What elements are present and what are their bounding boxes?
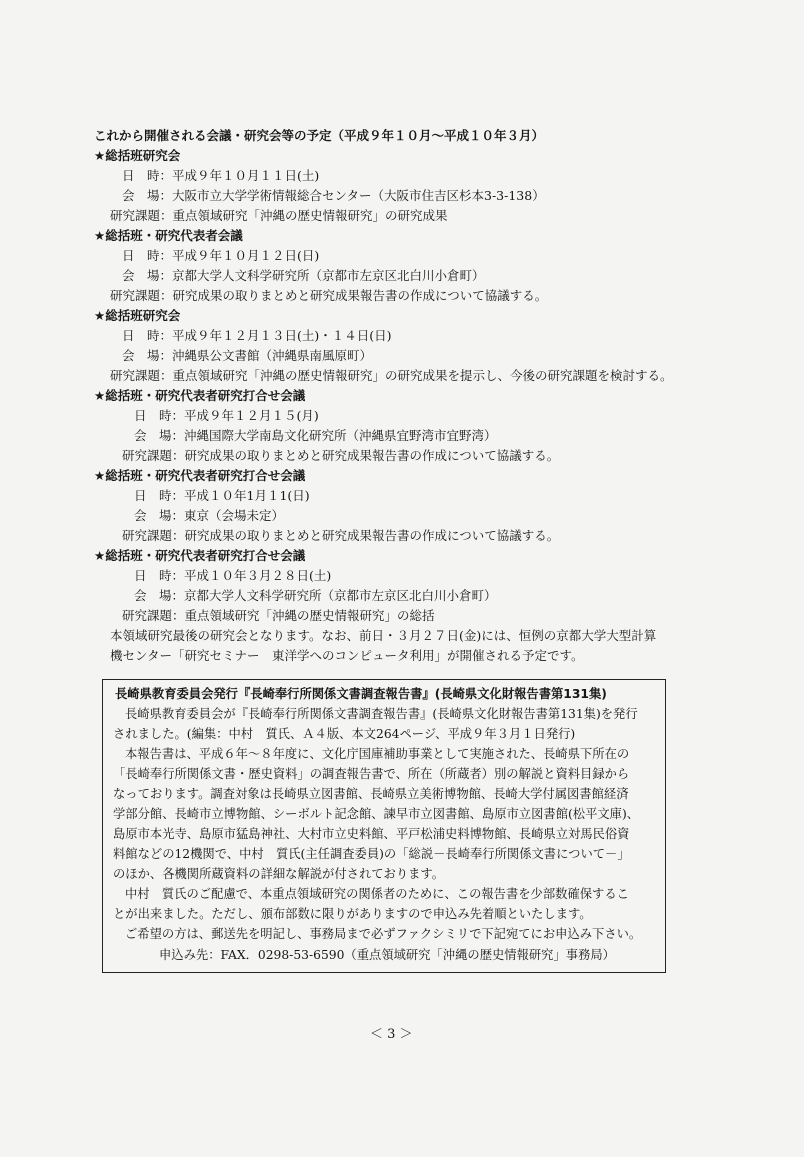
notice-contact: 申込み先：FAX．0298-53-6590（重点領域研究「沖縄の歴史情報研究」事務局）	[159, 948, 615, 962]
schedule-title: これから開催される会議・研究会等の予定（平成９年１０月～平成１０年３月）	[94, 128, 545, 143]
event-date: 日 時：平成９年１２月１５(月)	[134, 408, 319, 423]
notice-line: されました。(編集：中村 質氏、Ａ４版、本文264ページ、平成９年３月１日発行)	[113, 727, 576, 741]
event-venue: 会 場：京都大学人文科学研究所（京都市左京区北白川小倉町）	[134, 588, 497, 603]
event-topic: 研究課題：重点領域研究「沖縄の歴史情報研究」の研究成果	[110, 208, 448, 223]
notice-line: 「長崎奉行所関係文書・歴史資料」の調査報告書で、所在（所蔵者）別の解説と資料目録から	[113, 767, 630, 781]
event-topic: 研究課題：研究成果の取りまとめと研究成果報告書の作成について協議する。	[110, 288, 548, 303]
event-heading: ★総括班・研究代表者研究打合せ会議	[94, 548, 306, 563]
notice-line: のほか、各機関所蔵資料の詳細な解説が付されております。	[113, 867, 445, 881]
event-heading: ★総括班研究会	[94, 308, 181, 323]
event-venue: 会 場：京都大学人文科学研究所（京都市左京区北白川小倉町）	[122, 268, 485, 283]
event-heading: ★総括班・研究代表者研究打合せ会議	[94, 468, 306, 483]
event-venue: 会 場：沖縄国際大学南島文化研究所（沖縄県宜野湾市宜野湾）	[134, 428, 497, 443]
event-date: 日 時：平成９年１２月１３日(土)・１４日(日)	[122, 328, 392, 343]
event-date: 日 時：平成１０年３月２８日(土)	[134, 568, 332, 583]
notice-line: ご希望の方は、郵送先を明記し、事務局まで必ずファクシミリで下記宛てにお申込み下さい。	[125, 927, 642, 941]
notice-line: 料館などの12機関で、中村 質氏(主任調査委員)の「総説－長崎奉行所関係文書について－」	[113, 847, 630, 861]
event-date: 日 時：平成９年１０月１１日(土)	[122, 168, 320, 183]
notice-heading: 長崎県教育委員会発行『長崎奉行所関係文書調査報告書』(長崎県文化財報告書第131集)	[115, 687, 607, 701]
notice-line: 本報告書は、平成６年～８年度に、文化庁国庫補助事業として実施された、長崎県下所在の	[125, 747, 630, 761]
closing-text: 機センター「研究セミナー 東洋学へのコンピュータ利用」が開催される予定です。	[110, 648, 584, 663]
notice-line: とが出来ました。ただし、頒布部数に限りがありますので申込み先着順といたします。	[113, 907, 592, 921]
event-venue: 会 場：東京（会場未定）	[134, 508, 285, 523]
event-topic: 研究課題：重点領域研究「沖縄の歴史情報研究」の総括	[122, 608, 435, 623]
event-date: 日 時：平成１０年1月１1(日)	[134, 488, 310, 503]
notice-line: なっております。調査対象は長崎県立図書館、長崎県立美術博物館、長崎大学付属図書館経済	[113, 787, 629, 801]
event-date: 日 時：平成９年１０月１２日(日)	[122, 248, 320, 263]
event-venue: 会 場：大阪市立大学学術情報総合センター（大阪市住吉区杉本3-3-138）	[122, 188, 545, 203]
notice-line: 学部分館、長崎市立博物館、シーボルト記念館、諫早市立図書館、島原市立図書館(松平文庫)、	[113, 807, 640, 821]
event-topic: 研究課題：研究成果の取りまとめと研究成果報告書の作成について協議する。	[122, 448, 560, 463]
event-topic: 研究課題：研究成果の取りまとめと研究成果報告書の作成について協議する。	[122, 528, 560, 543]
event-venue: 会 場：沖縄県公文書館（沖縄県南風原町）	[122, 348, 373, 363]
closing-text: 本領域研究最後の研究会となります。なお、前日・３月２７日(金)には、恒例の京都大学大型計算	[110, 628, 657, 643]
page-number: ＜ 3 ＞	[370, 1027, 413, 1042]
event-heading: ★総括班・研究代表者研究打合せ会議	[94, 388, 306, 403]
event-heading: ★総括班研究会	[94, 148, 181, 163]
notice-line: 中村 質氏のご配慮で、本重点領域研究の関係者のために、この報告書を少部数確保するこ	[125, 887, 629, 901]
report-notice-box	[102, 679, 666, 973]
event-topic: 研究課題：重点領域研究「沖縄の歴史情報研究」の研究成果を提示し、今後の研究課題を検討する。	[110, 368, 673, 383]
event-heading: ★総括班・研究代表者会議	[94, 228, 243, 243]
notice-line: 長崎県教育委員会が『長崎奉行所関係文書調査報告書』(長崎県文化財報告書第131集)を発行	[125, 707, 638, 721]
notice-line: 島原市本光寺、島原市猛島神社、大村市立史料館、平戸松浦史料博物館、長崎県立対馬民俗資	[113, 827, 630, 841]
